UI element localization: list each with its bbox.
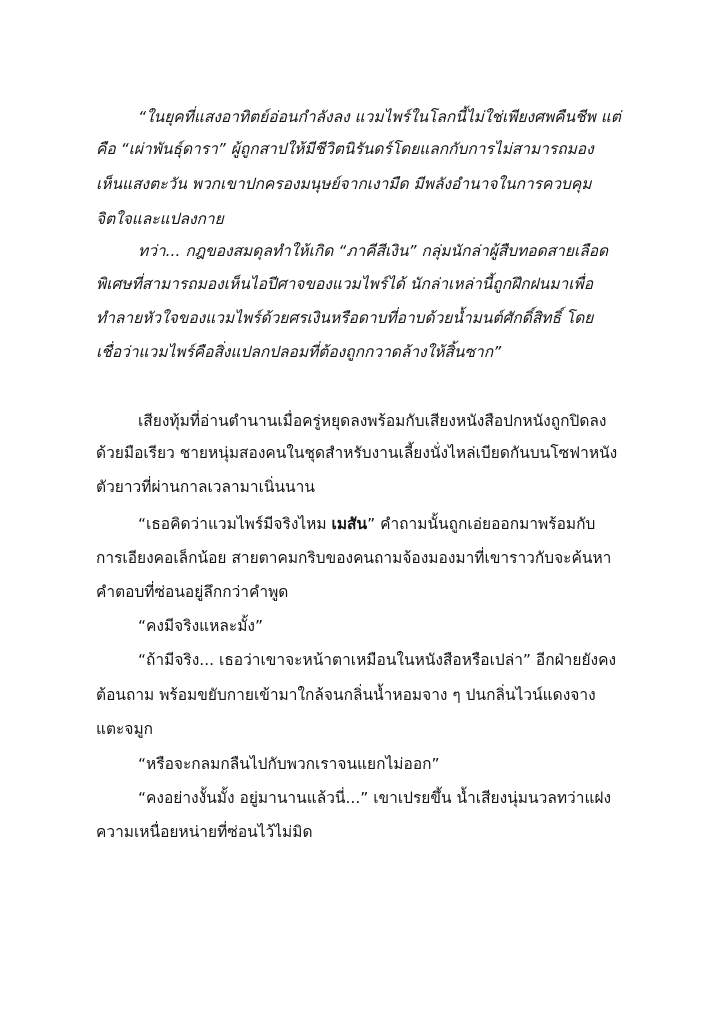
story-line-9: ต้อนถาม พร้อมขยับกายเข้ามาใกล้จนกลิ่นน้ำหอมจาง ๆ ปนกลิ่นไวน์แดงจาง — [96, 686, 596, 704]
prologue-line-4: จิตใจและแปลงกาย — [96, 210, 224, 228]
prologue-line-8: เชื่อว่าแวมไพร์คือสิ่งแปลกปลอมที่ต้องถูกกวาดล้างให้สิ้นซาก” — [96, 343, 502, 361]
story-line-2: ด้วยมือเรียว ชายหนุ่มสองคนในชุดสำหรับงานเลี้ยงนั่งไหล่เบียดกันบนโซฟาหนัง — [96, 444, 618, 462]
story-line-10: แตะจมูก — [96, 720, 154, 738]
story-line-1: เสียงทุ้มที่อ่านตำนานเมื่อครู่หยุดลงพร้อมกับเสียงหนังสือปกหนังถูกปิดลง — [138, 412, 607, 430]
prologue-line-3: เห็นแสงตะวัน พวกเขาปกครองมนุษย์จากเงามืด มีพลังอำนาจในการควบคุม — [96, 175, 592, 193]
prologue-line-5: ทว่า... กฎของสมดุลทำให้เกิด “ภาคีสีเงิน” กลุ่มนักล่าผู้สืบทอดสายเลือด — [138, 242, 609, 260]
dialogue-question: “เธอคิดว่าแวมไพร์มีจริงไหม — [138, 515, 332, 533]
prologue-line-6: พิเศษที่สามารถมองเห็นไอปีศาจของแวมไพร์ได้ นักล่าเหล่านี้ถูกฝึกฝนมาเพื่อ — [96, 275, 594, 293]
prologue-line-7: ทำลายหัวใจของแวมไพร์ด้วยศรเงินหรือดาบที่อาบด้วยน้ำมนต์ศักดิ์สิทธิ์ โดย — [96, 309, 594, 327]
story-line-7: “คงมีจริงแหละมั้ง” — [138, 617, 264, 635]
story-line-13: ความเหนื่อยหน่ายที่ซ่อนไว้ไม่มิด — [96, 823, 313, 841]
character-name-mason: เมสัน — [331, 515, 368, 533]
story-line-12: “คงอย่างงั้นมั้ง อยู่มานานแล้วนี่...” เขาเปรยขึ้น น้ำเสียงนุ่มนวลทว่าแฝง — [138, 789, 612, 807]
story-line-6: คำตอบที่ซ่อนอยู่ลึกกว่าคำพูด — [96, 583, 289, 601]
story-line-3: ตัวยาวที่ผ่านกาลเวลามาเนิ่นนาน — [96, 478, 315, 496]
prologue-line-1: “ในยุคที่แสงอาทิตย์อ่อนกำลังลง แวมไพร์ในโลกนี้ไม่ใช่เพียงศพคืนชีพ แต่ — [138, 108, 621, 126]
story-line-11: “หรือจะกลมกลืนไปกับพวกเราจนแยกไม่ออก” — [138, 755, 440, 773]
prologue-line-2: คือ “เผ่าพันธุ์ดารา” ผู้ถูกสาปให้มีชีวิตนิรันดร์โดยแลกกับการไม่สามารถมอง — [96, 140, 594, 158]
story-line-8: “ถ้ามีจริง... เธอว่าเขาจะหน้าตาเหมือนในหนังสือหรือเปล่า” อีกฝ่ายยังคง — [138, 651, 617, 669]
story-line-4 — [138, 513, 595, 535]
story-line-5: การเอียงคอเล็กน้อย สายตาคมกริบของคนถามจ้องมองมาที่เขาราวกับจะค้นหา — [96, 549, 612, 567]
dialogue-question-tail: ” คำถามนั้นถูกเอ่ยออกมาพร้อมกับ — [367, 515, 596, 533]
